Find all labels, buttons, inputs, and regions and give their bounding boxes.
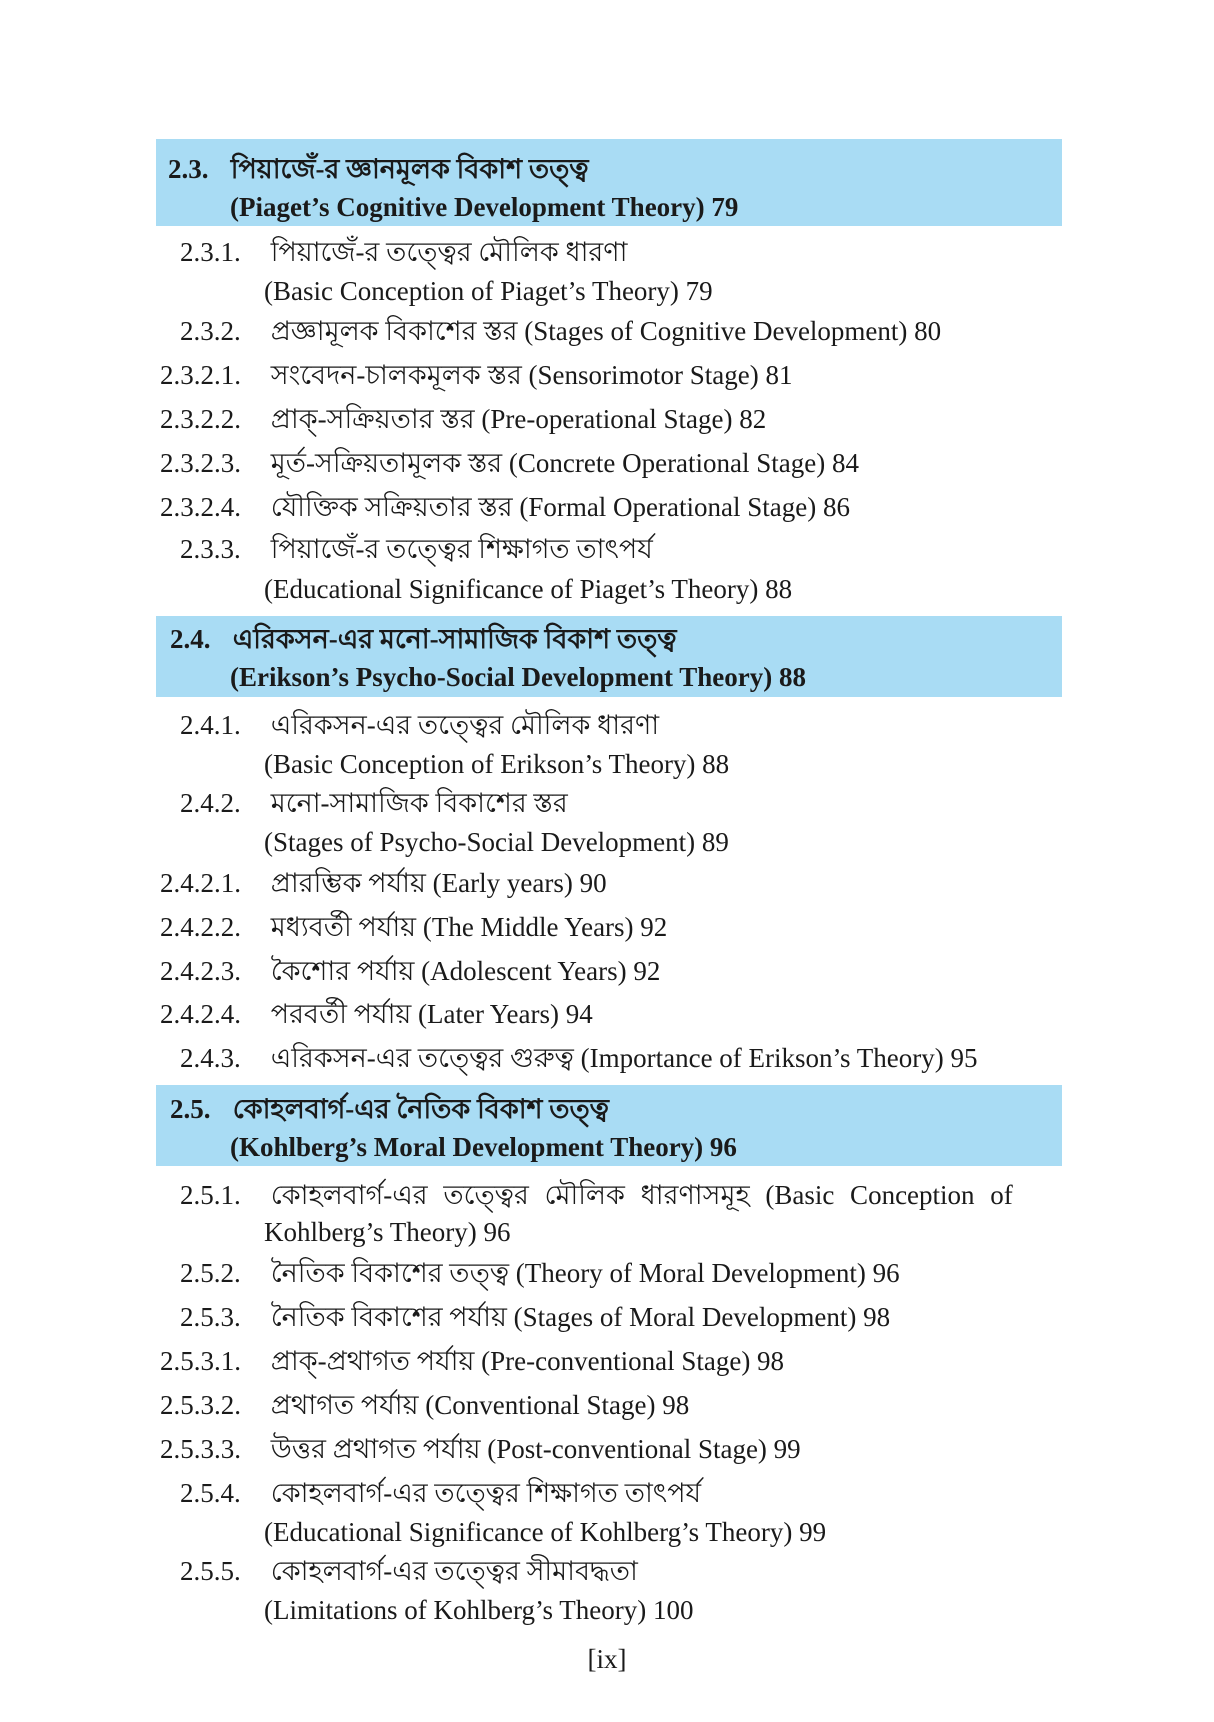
toc-entry-2-4-2-1 [160, 864, 607, 902]
section-title-en: (Kohlberg’s Moral Development Theory) 96 [230, 1132, 737, 1162]
toc-entry-2-4-2-4 [160, 995, 593, 1033]
entry-title-en: (Basic Conception of Erikson’s Theory) 88 [264, 749, 730, 779]
entry-number: 2.5.3.1. [160, 1346, 241, 1376]
entry-title-bn: কোহলবার্গ-এর তত্ত্বের সীমাবদ্ধতা [270, 1556, 638, 1586]
entry-title-en: (Stages of Psycho-Social Development) 89 [264, 827, 729, 857]
entry-title-bn: মনো-সামাজিক বিকাশের স্তর [270, 788, 568, 818]
toc-entry-2-4-1 [180, 706, 659, 744]
toc-entry-2-4-3 [180, 1039, 978, 1077]
entry-title: এরিকসন-এর তত্ত্বের গুরুত্ব (Importance of Erikson’s Theory) 95 [270, 1043, 978, 1073]
entry-number: 2.4.2.3. [160, 956, 241, 986]
toc-entry-2-4-2-2 [160, 908, 667, 946]
entry-title: প্রাক্-সক্রিয়তার স্তর (Pre-operational Stage) 82 [270, 404, 767, 434]
section-title-bn: কোহলবার্গ-এর নৈতিক বিকাশ তত্ত্ব [232, 1094, 609, 1124]
entry-title: কৈশোর পর্যায় (Adolescent Years) 92 [270, 956, 661, 986]
entry-number: 2.5.3. [180, 1302, 241, 1332]
entry-title: পরবর্তী পর্যায় (Later Years) 94 [270, 999, 593, 1029]
section-heading-2-3 [168, 150, 589, 188]
entry-number: 2.3.2.2. [160, 404, 241, 434]
entry-title-bn: পিয়াজেঁ-র তত্ত্বের মৌলিক ধারণা [270, 237, 628, 267]
entry-number: 2.5.1. [180, 1180, 241, 1210]
entry-number: 2.3.2.1. [160, 360, 241, 390]
section-title-en: (Piaget’s Cognitive Development Theory) 79 [230, 192, 739, 222]
toc-entry-2-3-1 [180, 233, 627, 271]
entry-title: প্রথাগত পর্যায় (Conventional Stage) 98 [270, 1390, 690, 1420]
entry-title: প্রাক্-প্রথাগত পর্যায় (Pre-conventional Stage) 98 [270, 1346, 785, 1376]
toc-entry-2-5-5 [180, 1552, 638, 1590]
entry-title: মধ্যবর্তী পর্যায় (The Middle Years) 92 [270, 912, 668, 942]
entry-title: উত্তর প্রথাগত পর্যায় (Post-conventional Stage) 99 [270, 1434, 801, 1464]
entry-number: 2.3.3. [180, 534, 241, 564]
entry-number: 2.5.3.2. [160, 1390, 241, 1420]
entry-number: 2.5.3.3. [160, 1434, 241, 1464]
toc-entry-2-3-2 [180, 312, 941, 350]
entry-number: 2.5.5. [180, 1556, 241, 1586]
toc-entry-2-5-1 [180, 1176, 1013, 1214]
entry-title-bn: এরিকসন-এর তত্ত্বের মৌলিক ধারণা [270, 710, 660, 740]
entry-title: প্রজ্ঞামূলক বিকাশের স্তর (Stages of Cognitive Development) 80 [270, 316, 942, 346]
entry-title: যৌক্তিক সক্রিয়তার স্তর (Formal Operational Stage) 86 [270, 492, 850, 522]
entry-title: নৈতিক বিকাশের তত্ত্ব (Theory of Moral Development) 96 [270, 1258, 900, 1288]
toc-entry-2-4-2 [180, 784, 568, 822]
entry-title-bn: পিয়াজেঁ-র তত্ত্বের শিক্ষাগত তাৎপর্য [270, 534, 653, 564]
section-title-en: (Erikson’s Psycho-Social Development Theory) 88 [230, 662, 806, 692]
section-heading-2-4 [170, 620, 677, 658]
toc-entry-2-5-3-2 [160, 1386, 689, 1424]
section-number: 2.5. [170, 1094, 211, 1124]
entry-number: 2.4.3. [180, 1043, 241, 1073]
entry-title-en: Kohlberg’s Theory) 96 [264, 1217, 511, 1247]
entry-number: 2.3.2.3. [160, 448, 241, 478]
toc-entry-2-3-3 [180, 530, 653, 568]
entry-title-bn: কোহলবার্গ-এর তত্ত্বের শিক্ষাগত তাৎপর্য [270, 1478, 702, 1508]
entry-title: মূর্ত-সক্রিয়তামূলক স্তর (Concrete Operational Stage) 84 [270, 448, 860, 478]
entry-title: প্রারম্ভিক পর্যায় (Early years) 90 [270, 868, 607, 898]
entry-title-bn: কোহলবার্গ-এর তত্ত্বের মৌলিক ধারণাসমূহ (Basic Conception of [270, 1180, 1013, 1210]
section-title-bn: এরিকসন-এর মনো-সামাজিক বিকাশ তত্ত্ব [232, 624, 677, 654]
entry-title-en: (Limitations of Kohlberg’s Theory) 100 [264, 1595, 694, 1625]
entry-number: 2.3.1. [180, 237, 241, 267]
section-number: 2.3. [168, 154, 209, 184]
entry-title-en: (Basic Conception of Piaget’s Theory) 79 [264, 276, 713, 306]
section-title-bn: পিয়াজেঁ-র জ্ঞানমূলক বিকাশ তত্ত্ব [230, 154, 589, 184]
entry-number: 2.4.2.1. [160, 868, 241, 898]
entry-number: 2.4.1. [180, 710, 241, 740]
section-heading-2-5 [170, 1090, 609, 1128]
page-number: [ix] [587, 1644, 627, 1674]
entry-number: 2.3.2. [180, 316, 241, 346]
toc-entry-2-5-3-3 [160, 1430, 801, 1468]
toc-entry-2-5-3-1 [160, 1342, 784, 1380]
entry-number: 2.5.4. [180, 1478, 241, 1508]
toc-entry-2-4-2-3 [160, 952, 660, 990]
toc-entry-2-3-2-3 [160, 444, 859, 482]
entry-title-en: (Educational Significance of Kohlberg’s Theory) 99 [264, 1517, 827, 1547]
toc-entry-2-3-2-1 [160, 356, 793, 394]
toc-entry-2-3-2-2 [160, 400, 766, 438]
entry-number: 2.4.2.4. [160, 999, 241, 1029]
toc-entry-2-5-3 [180, 1298, 890, 1336]
toc-entry-2-5-2 [180, 1254, 900, 1292]
entry-title: সংবেদন-চালকমূলক স্তর (Sensorimotor Stage) 81 [270, 360, 793, 390]
entry-number: 2.5.2. [180, 1258, 241, 1288]
entry-number: 2.4.2.2. [160, 912, 241, 942]
toc-entry-2-5-4 [180, 1474, 701, 1512]
section-number: 2.4. [170, 624, 211, 654]
entry-number: 2.4.2. [180, 788, 241, 818]
toc-entry-2-3-2-4 [160, 488, 850, 526]
entry-title: নৈতিক বিকাশের পর্যায় (Stages of Moral Development) 98 [270, 1302, 891, 1332]
entry-number: 2.3.2.4. [160, 492, 241, 522]
entry-title-en: (Educational Significance of Piaget’s Theory) 88 [264, 574, 793, 604]
